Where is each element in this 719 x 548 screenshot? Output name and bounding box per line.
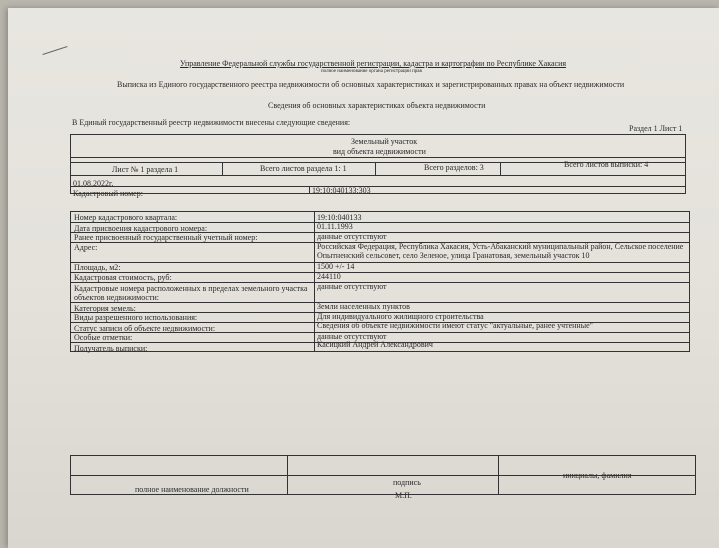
signature-caption: подпись — [393, 478, 421, 487]
pen-mark — [42, 46, 67, 55]
row-label: Ранее присвоенный государственный учетный номер: — [74, 233, 258, 242]
row-value: Российская Федерация, Республика Хакасия, Усть-Абаканский муниципальный район, Сельское поселение Опытненский сельсовет, село Зеленое, улица Гранатовая, земельный участок 10 — [317, 242, 684, 260]
row-value: данные отсутствуют — [317, 232, 387, 241]
row-label: Кадастровая стоимость, руб: — [74, 273, 172, 282]
sheet-number: Лист № 1 раздела 1 — [112, 165, 179, 174]
stamp-mark: М.П. — [395, 491, 412, 500]
row-label: Дата присвоения кадастрового номера: — [74, 224, 208, 233]
row-label: Кадастровые номера расположенных в пределах земельного участка объектов недвижимости: — [74, 284, 308, 302]
row-value: 01.11.1993 — [317, 222, 353, 231]
row-label: Площадь, м2: — [74, 263, 121, 272]
section-title: Сведения об основных характеристиках объекта недвижимости — [268, 101, 486, 110]
characteristics-table — [70, 211, 690, 352]
position-caption: полное наименование должности — [135, 485, 249, 494]
row-value: 244110 — [317, 272, 341, 281]
row-label: Адрес: — [74, 243, 98, 252]
intro-text: В Единый государственный реестр недвижимости внесены следующие сведения: — [72, 118, 351, 127]
row-value: Земли населенных пунктов — [317, 302, 410, 311]
cadastral-value: 19:10:040133:303 — [312, 186, 371, 195]
row-label: Категория земель: — [74, 304, 136, 313]
row-label: Особые отметки: — [74, 333, 133, 342]
row-label: Номер кадастрового квартала: — [74, 213, 178, 222]
sheets-in-section: Всего листов раздела 1: 1 — [260, 164, 347, 173]
agency-name: Управление Федеральной службы государственной регистрации, кадастра и картографии по Республике Хакасия — [180, 59, 567, 68]
row-value: Касицкий Андрей Александрович — [317, 340, 433, 349]
document-page — [8, 8, 719, 548]
row-value: 1500 +/- 14 — [317, 262, 355, 271]
row-value: данные отсутствуют — [317, 332, 387, 341]
name-caption: инициалы, фамилия — [563, 471, 632, 480]
row-label: Получатель выписки: — [74, 344, 148, 353]
doc-title: Выписка из Единого государственного реестра недвижимости об основных характеристиках и зарегистрированных правах на объект недвижимости — [117, 80, 625, 89]
row-label: Статус записи об объекте недвижимости: — [74, 324, 216, 333]
row-value: Сведения об объекте недвижимости имеют статус "актуальные, ранее учтенные" — [317, 321, 593, 330]
object-type: Земельный участок — [351, 137, 418, 146]
document-date: 01.08.2022г. — [73, 179, 114, 188]
row-value: Для индивидуального жилищного строительства — [317, 312, 484, 321]
row-value: данные отсутствуют — [317, 282, 387, 291]
row-value: 19:10:040133 — [317, 213, 362, 222]
page-reference: Раздел 1 Лист 1 — [629, 124, 683, 133]
agency-caption: полное наименование органа регистрации прав — [321, 69, 422, 74]
cadastral-label: Кадастровый номер: — [73, 189, 143, 198]
sections-total: Всего разделов: 3 — [424, 163, 484, 172]
sheets-total: Всего листов выписки: 4 — [564, 160, 649, 169]
object-type-caption: вид объекта недвижимости — [333, 147, 426, 156]
row-label: Виды разрешенного использования: — [74, 313, 198, 322]
